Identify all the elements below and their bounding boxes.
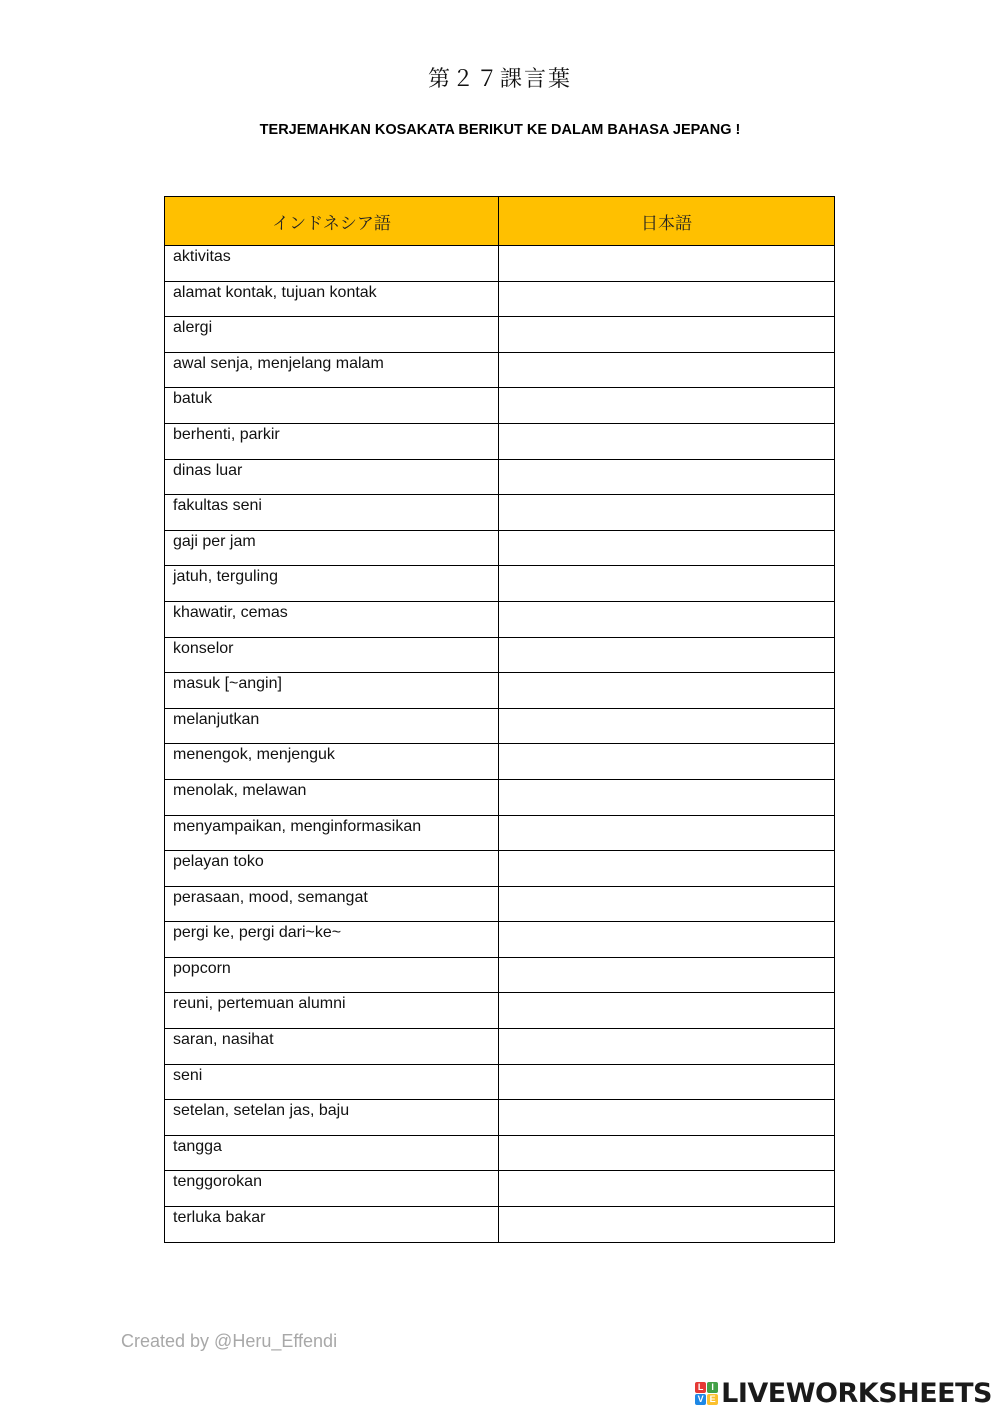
indonesian-word: seni <box>165 1064 499 1100</box>
indonesian-word: tenggorokan <box>165 1171 499 1207</box>
indonesian-word: pergi ke, pergi dari~ke~ <box>165 922 499 958</box>
japanese-answer-field[interactable] <box>499 637 835 673</box>
table-row <box>165 637 835 673</box>
table-row <box>165 1171 835 1207</box>
table-row <box>165 957 835 993</box>
japanese-answer-field[interactable] <box>499 886 835 922</box>
japanese-answer-field[interactable] <box>499 1207 835 1243</box>
japanese-answer-field[interactable] <box>499 566 835 602</box>
indonesian-word: menyampaikan, menginformasikan <box>165 815 499 851</box>
indonesian-word: khawatir, cemas <box>165 601 499 637</box>
logo-letter-v: V <box>695 1394 706 1405</box>
japanese-answer-field[interactable] <box>499 1171 835 1207</box>
indonesian-word: masuk [~angin] <box>165 673 499 709</box>
table-row <box>165 495 835 531</box>
table-row <box>165 1064 835 1100</box>
japanese-answer-field[interactable] <box>499 957 835 993</box>
indonesian-word: batuk <box>165 388 499 424</box>
table-row <box>165 317 835 353</box>
table-row <box>165 708 835 744</box>
table-row <box>165 744 835 780</box>
japanese-answer-field[interactable] <box>499 922 835 958</box>
indonesian-word: popcorn <box>165 957 499 993</box>
japanese-answer-field[interactable] <box>499 530 835 566</box>
table-row <box>165 352 835 388</box>
indonesian-word: alergi <box>165 317 499 353</box>
japanese-answer-field[interactable] <box>499 281 835 317</box>
table-row <box>165 1207 835 1243</box>
table-row <box>165 281 835 317</box>
japanese-answer-field[interactable] <box>499 815 835 851</box>
liveworksheets-brand[interactable] <box>695 1376 992 1410</box>
indonesian-word: fakultas seni <box>165 495 499 531</box>
table-row <box>165 1100 835 1136</box>
table-row <box>165 388 835 424</box>
japanese-answer-field[interactable] <box>499 779 835 815</box>
japanese-answer-field[interactable] <box>499 1029 835 1065</box>
indonesian-word: terluka bakar <box>165 1207 499 1243</box>
indonesian-word: alamat kontak, tujuan kontak <box>165 281 499 317</box>
japanese-answer-field[interactable] <box>499 708 835 744</box>
indonesian-word: saran, nasihat <box>165 1029 499 1065</box>
japanese-answer-field[interactable] <box>499 1100 835 1136</box>
japanese-answer-field[interactable] <box>499 851 835 887</box>
header-japanese: 日本語 <box>499 197 835 246</box>
table-row <box>165 886 835 922</box>
japanese-answer-field[interactable] <box>499 993 835 1029</box>
indonesian-word: setelan, setelan jas, baju <box>165 1100 499 1136</box>
japanese-answer-field[interactable] <box>499 352 835 388</box>
indonesian-word: melanjutkan <box>165 708 499 744</box>
table-row <box>165 673 835 709</box>
table-header-row <box>165 197 835 246</box>
indonesian-word: aktivitas <box>165 246 499 282</box>
japanese-answer-field[interactable] <box>499 1135 835 1171</box>
indonesian-word: pelayan toko <box>165 851 499 887</box>
indonesian-word: menolak, melawan <box>165 779 499 815</box>
page-title: 第２７課言葉 <box>427 67 572 92</box>
table-row <box>165 459 835 495</box>
table-row <box>165 815 835 851</box>
indonesian-word: gaji per jam <box>165 530 499 566</box>
table-row <box>165 246 835 282</box>
table-row <box>165 993 835 1029</box>
vocabulary-rows <box>165 246 835 1243</box>
liveworksheets-logo-icon <box>695 1382 718 1405</box>
indonesian-word: jatuh, terguling <box>165 566 499 602</box>
japanese-answer-field[interactable] <box>499 388 835 424</box>
indonesian-word: tangga <box>165 1135 499 1171</box>
indonesian-word: konselor <box>165 637 499 673</box>
japanese-answer-field[interactable] <box>499 744 835 780</box>
japanese-answer-field[interactable] <box>499 423 835 459</box>
credit-text: Created by @Heru_Effendi <box>121 1331 338 1351</box>
table-row <box>165 601 835 637</box>
indonesian-word: awal senja, menjelang malam <box>165 352 499 388</box>
table-row <box>165 851 835 887</box>
header-indonesian: インドネシア語 <box>165 197 499 246</box>
japanese-answer-field[interactable] <box>499 495 835 531</box>
japanese-answer-field[interactable] <box>499 1064 835 1100</box>
japanese-answer-field[interactable] <box>499 673 835 709</box>
indonesian-word: reuni, pertemuan alumni <box>165 993 499 1029</box>
vocabulary-table <box>164 196 835 1243</box>
japanese-answer-field[interactable] <box>499 601 835 637</box>
table-row <box>165 779 835 815</box>
instruction-text: TERJEMAHKAN KOSAKATA BERIKUT KE DALAM BAHASA JEPANG ! <box>259 122 741 138</box>
table-row <box>165 530 835 566</box>
table-row <box>165 1029 835 1065</box>
table-row <box>165 922 835 958</box>
indonesian-word: menengok, menjenguk <box>165 744 499 780</box>
indonesian-word: perasaan, mood, semangat <box>165 886 499 922</box>
table-row <box>165 566 835 602</box>
table-row <box>165 423 835 459</box>
japanese-answer-field[interactable] <box>499 246 835 282</box>
indonesian-word: dinas luar <box>165 459 499 495</box>
logo-letter-i: I <box>707 1382 718 1393</box>
table-row <box>165 1135 835 1171</box>
japanese-answer-field[interactable] <box>499 459 835 495</box>
indonesian-word: berhenti, parkir <box>165 423 499 459</box>
japanese-answer-field[interactable] <box>499 317 835 353</box>
brand-name: LIVEWORKSHEETS <box>721 1377 992 1409</box>
logo-letter-e: E <box>707 1394 718 1405</box>
logo-letter-l: L <box>695 1382 706 1393</box>
